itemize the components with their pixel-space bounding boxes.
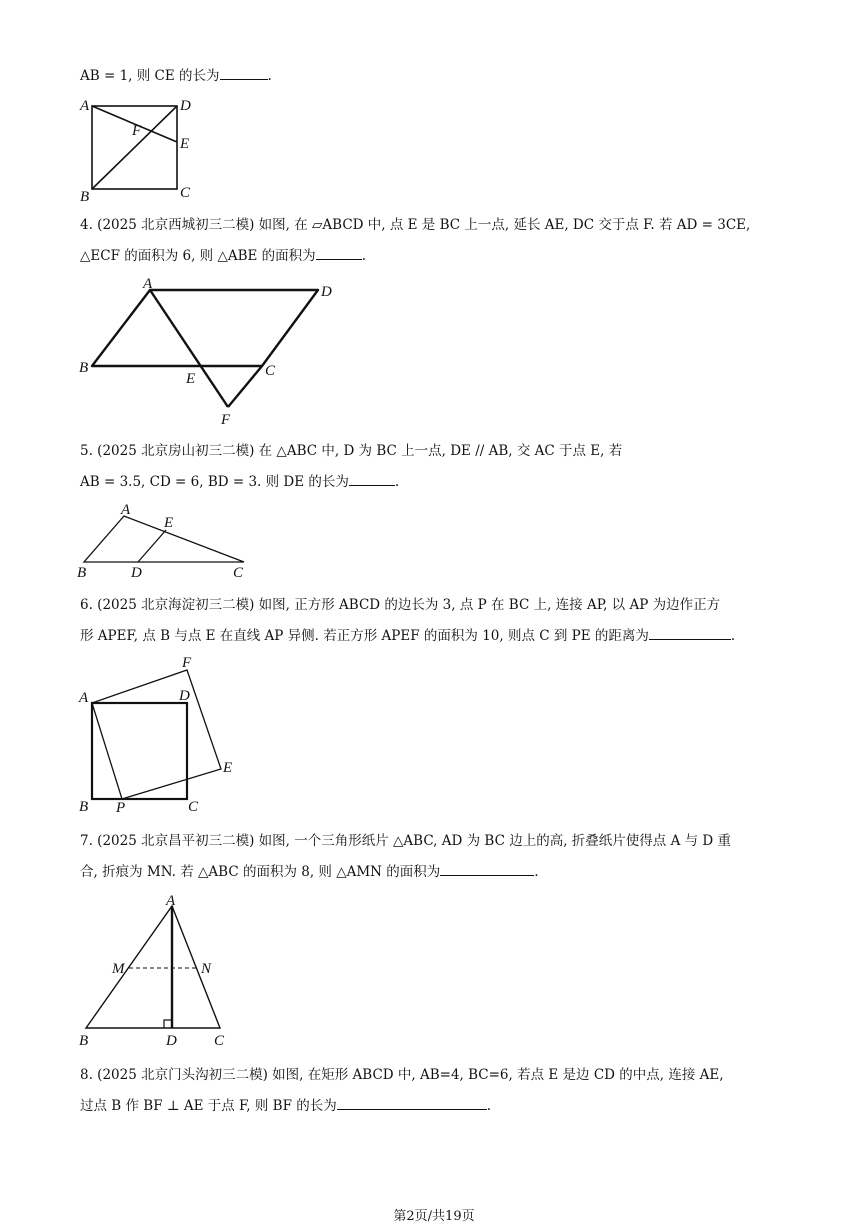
q6-end: . — [730, 628, 736, 644]
q7-line2: 合, 折痕为 MN. 若 △ABC 的面积为 8, 则 △AMN 的面积为 — [80, 864, 441, 880]
q3-end: . — [267, 68, 272, 84]
q7-label-m: M — [112, 961, 125, 977]
q8-text2 — [80, 1096, 491, 1115]
q6-label-e: E — [223, 760, 233, 776]
q8-line2: 过点 B 作 BF ⊥ AE 于点 F, 则 BF 的长为 — [80, 1098, 337, 1114]
q3-diagonal-bd — [92, 106, 177, 189]
q3-line1: AB = 1, 则 CE 的长为 — [80, 68, 220, 84]
q4-label-c: C — [265, 363, 276, 379]
q3-label-c: C — [180, 185, 191, 201]
q6-label-b: B — [79, 799, 89, 815]
q5-label-b: B — [77, 565, 87, 581]
q5-line-de — [138, 530, 166, 562]
q5-triangle — [84, 516, 244, 562]
q3-label-a: A — [80, 98, 90, 114]
q8-answer-blank — [337, 1096, 487, 1110]
q4-line1: 4. (2025 北京西城初三二模) 如图, 在 ▱ABCD 中, 点 E 是 BC 上一点, 延长 AE, DC 交于点 F. 若 AD = 3CE, — [80, 217, 751, 233]
q4-line-af — [150, 290, 228, 407]
q6-text2 — [80, 626, 735, 645]
q5-label-d: D — [131, 565, 142, 581]
q3-line-ae — [92, 106, 177, 142]
q4-label-d: D — [321, 284, 332, 300]
q7-right-angle-mark — [164, 1020, 172, 1028]
q5-line2: AB = 3.5, CD = 6, BD = 3. 则 DE 的长为 — [80, 474, 349, 490]
q3-label-f: F — [132, 123, 142, 139]
q3-label-d: D — [180, 98, 191, 114]
q3-text — [80, 66, 272, 85]
q5-label-a: A — [121, 502, 131, 518]
q4-label-f: F — [221, 412, 231, 428]
q6-line2: 形 APEF, 点 B 与点 E 在直线 AP 异侧. 若正方形 APEF 的面积为 10, 则点 C 到 PE 的距离为 — [80, 628, 649, 644]
q4-label-a: A — [143, 276, 153, 292]
q3-answer-blank — [220, 66, 268, 80]
q5-answer-blank — [349, 472, 395, 486]
q7-triangle — [86, 906, 220, 1028]
q7-label-a: A — [166, 893, 176, 909]
q6-line1: 6. (2025 北京海淀初三二模) 如图, 正方形 ABCD 的边长为 3, 点 P 在 BC 上, 连接 AP, 以 AP 为边作正方 — [80, 597, 721, 613]
q5-label-c: C — [233, 565, 244, 581]
q4-answer-blank — [316, 246, 362, 260]
q6-square-apef — [92, 670, 221, 799]
q4-line-cf — [228, 366, 262, 407]
q6-label-a: A — [79, 690, 89, 706]
q7-label-n: N — [201, 961, 212, 977]
q7-end: . — [534, 864, 539, 880]
q7-line1: 7. (2025 北京昌平初三二模) 如图, 一个三角形纸片 △ABC, AD 为 BC 边上的高, 折叠纸片使得点 A 与 D 重 — [80, 833, 732, 849]
q7-label-c: C — [214, 1033, 225, 1049]
q7-label-d: D — [166, 1033, 177, 1049]
q5-label-e: E — [164, 515, 174, 531]
q6-label-p: P — [116, 800, 126, 816]
q4-label-e: E — [186, 371, 196, 387]
q7-text2 — [80, 862, 539, 881]
q6-label-c: C — [188, 799, 199, 815]
q8-end: . — [486, 1098, 492, 1114]
q6-square-abcd — [92, 703, 187, 799]
q3-square — [92, 106, 177, 189]
q4-label-b: B — [79, 360, 89, 376]
q6-answer-blank — [649, 626, 731, 640]
q5-end: . — [394, 474, 400, 490]
q6-label-f: F — [182, 655, 192, 671]
q6-label-d: D — [179, 688, 190, 704]
q4-parallelogram — [92, 290, 318, 366]
q4-end: . — [361, 248, 366, 264]
q4-line2: △ECF 的面积为 6, 则 △ABE 的面积为 — [80, 248, 316, 264]
q5-text2 — [80, 472, 399, 491]
q3-label-e: E — [180, 136, 190, 152]
page-footer: 第2页/共19页 — [393, 1209, 475, 1224]
q7-answer-blank — [440, 862, 534, 876]
q4-text2 — [80, 246, 366, 265]
q5-line1: 5. (2025 北京房山初三二模) 在 △ABC 中, D 为 BC 上一点, DE // AB, 交 AC 于点 E, 若 — [80, 443, 623, 459]
q8-line1: 8. (2025 北京门头沟初三二模) 如图, 在矩形 ABCD 中, AB=4, BC=6, 若点 E 是边 CD 的中点, 连接 AE, — [80, 1067, 724, 1083]
q7-label-b: B — [79, 1033, 89, 1049]
q3-label-b: B — [80, 189, 90, 205]
